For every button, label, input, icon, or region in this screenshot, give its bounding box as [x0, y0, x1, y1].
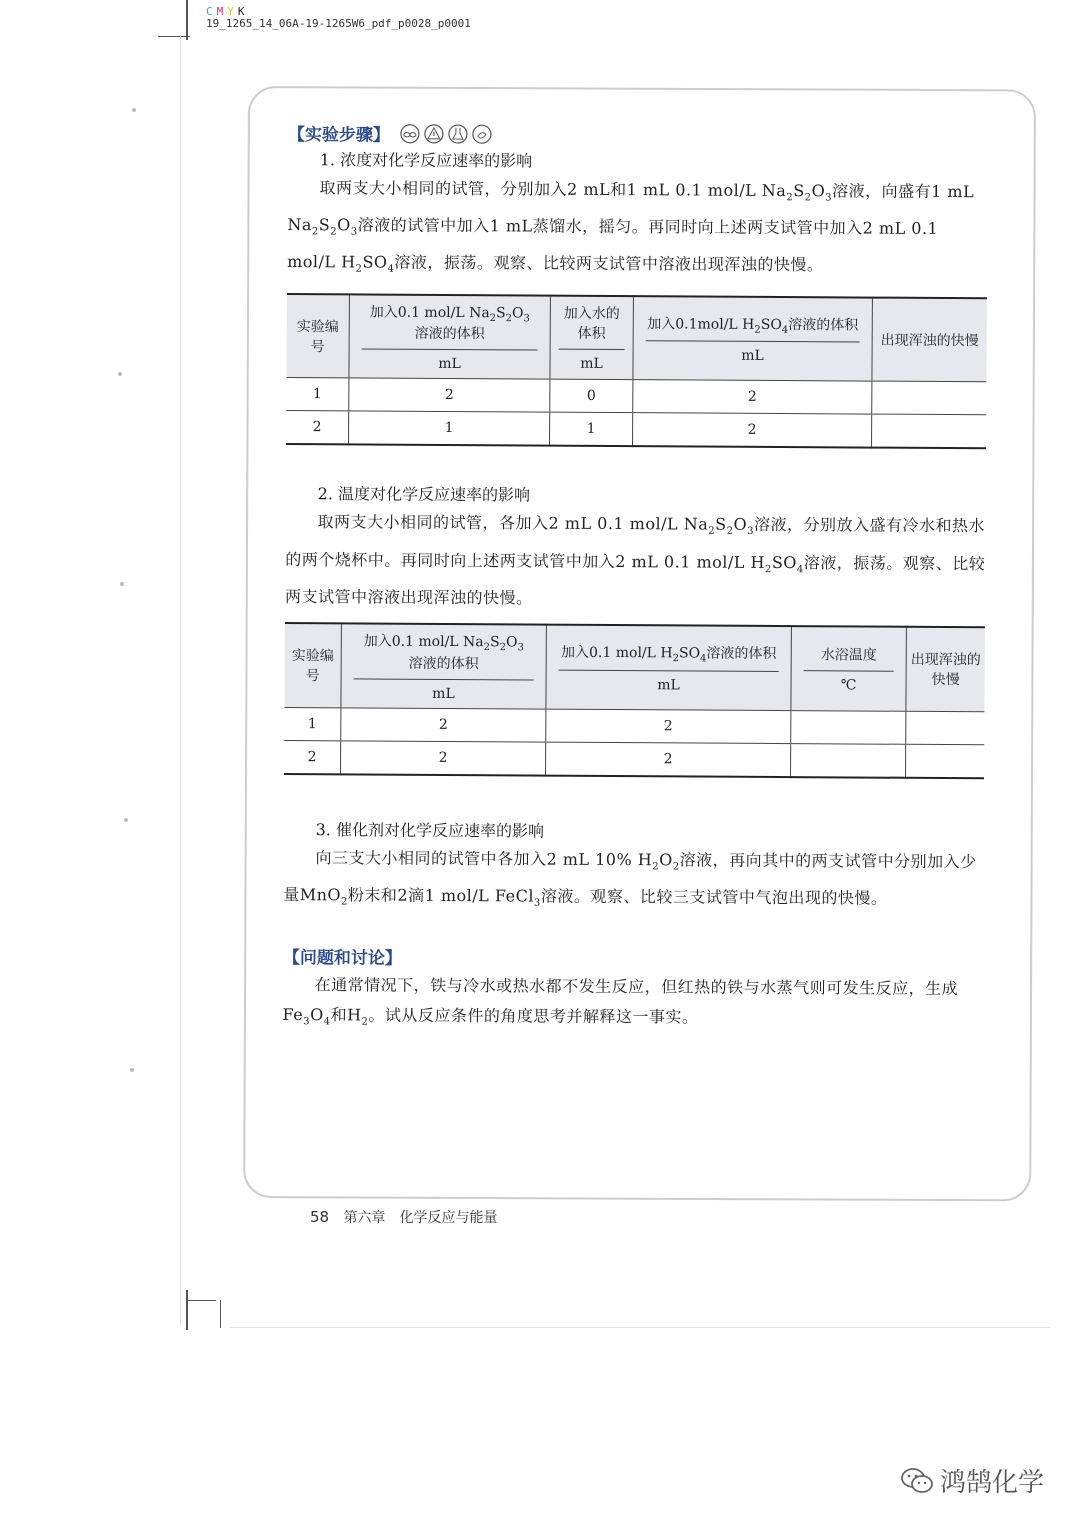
crop-mark: [158, 36, 190, 37]
col-h2so4: 加入0.1 mol/L $H_2SO_4$溶液的体积 mL: [546, 624, 792, 710]
table-row: [286, 378, 986, 415]
crop-mark: [180, 36, 181, 1326]
subscript: 4: [796, 563, 804, 575]
section2-heading: 2. 温度对化学反应速率的影响: [317, 484, 531, 505]
subscript: 2: [355, 263, 363, 276]
crop-mark: [186, 1300, 216, 1301]
section3-paragraph: 向三支大小相同的试管中各加入2 mL 10% $H_2O_2$溶液，再向其中的两支试管中分别加入少量MnO$_2$粉末和2滴1 mol/L FeCl$_3$溶液。观察、比较三支试管中气泡出现的快慢。: [283, 847, 977, 909]
cell-na: 2: [349, 378, 550, 412]
handwash-icon: [472, 124, 492, 144]
subscript: 2: [672, 652, 680, 664]
subscript: 3: [303, 1016, 311, 1028]
subscript: 2: [311, 226, 319, 238]
cell-id: 2: [284, 740, 341, 774]
cell-water: 1: [550, 412, 633, 446]
subscript: 2: [330, 226, 338, 238]
s1-text-c: 溶液的试管中加入1 mL蒸馏水，摇匀。再同时向上述两支试管中加入2 mL 0.1 mol/L H: [287, 215, 939, 272]
page-footer: [310, 1207, 498, 1227]
disc-text-a: 在通常情况下，铁与冷水或热水都不发生反应，但红热的铁与水蒸气则可发生反应，生成Fe: [282, 975, 959, 1025]
subscript: 2: [489, 312, 497, 324]
cell-turbid: [872, 381, 987, 415]
subscript: 3: [517, 641, 524, 653]
section1-heading: 1. 浓度对化学反应速率的影响: [319, 150, 533, 171]
cell-turbid: [872, 414, 987, 448]
subscript: 4: [387, 264, 395, 276]
cell-h2so4: 2: [633, 380, 872, 414]
cell-temp: [790, 743, 905, 777]
col-id: 实验编号: [284, 623, 341, 708]
cmyk-c: C: [206, 5, 213, 18]
cell-id: 1: [284, 707, 341, 740]
subscript: 2: [672, 861, 680, 873]
discussion-title-text: 【问题和讨论】: [282, 947, 402, 969]
s2-text-a: 取两支大小相同的试管，各加入2 mL 0.1 mol/L Na: [317, 512, 709, 534]
cell-temp: [791, 710, 906, 744]
cell-water: 0: [550, 379, 633, 413]
col-temp: [791, 626, 907, 711]
subscript: 2: [786, 192, 794, 204]
col-na2s2o3: 加入0.1 mol/L $Na_2S_2O_3$ 溶液的体积 mL: [349, 294, 551, 380]
goggles-icon: [400, 123, 420, 143]
crop-mark: [220, 1300, 221, 1328]
section2-paragraph: 取两支大小相同的试管，各加入2 mL 0.1 mol/L $Na_2S_2O_3$溶液，分别放入盛有冷水和热水的两个烧杯中。再同时向上述两支试管中加入2 mL 0.1 mol/L $H_2SO_4$溶液，振荡。观察、比较两支试管中溶液出现浑浊的快慢。: [285, 512, 986, 608]
warning-icon: [424, 123, 444, 143]
col-turbid: 出现浑浊的快慢: [872, 297, 987, 382]
col-na-mid: 溶液的体积: [408, 655, 479, 672]
s3-text-b: 溶液，再向其中的两支试管中分别加入少量MnO: [283, 849, 977, 905]
print-header: [206, 6, 471, 30]
col-na2s2o3: 加入0.1 mol/L $Na_2S_2O_3$ 溶液的体积 mL: [341, 623, 547, 709]
col-unit: mL: [432, 685, 455, 702]
subscript: 2: [708, 526, 716, 538]
subscript: 2: [483, 641, 491, 653]
cell-na: 1: [349, 411, 550, 446]
steps-title-text: 【实验步骤】: [287, 124, 390, 146]
col-h2so4: 加入0.1mol/L $H_2SO_4$溶液的体积 mL: [633, 296, 873, 382]
subscript: 2: [726, 526, 734, 538]
subscript: 3: [825, 192, 833, 204]
cell-h2so4: 2: [546, 709, 791, 743]
crop-mark: [186, 1290, 188, 1330]
col-temp-top: 水浴温度: [804, 644, 894, 672]
s1-text-a: 取两支大小相同的试管，分别加入2 mL和1 mL 0.1 mol/L Na: [319, 178, 787, 201]
col-unit: mL: [657, 676, 680, 693]
subscript: 3: [533, 897, 541, 909]
table-row: [284, 707, 984, 744]
cell-id: 2: [286, 411, 349, 445]
s2-text-c: 溶液，振荡。观察、比较两支试管中溶液出现浑浊的快慢。: [285, 552, 986, 608]
col-temp-unit: ℃: [840, 677, 857, 694]
col-unit: mL: [580, 356, 603, 373]
subscript: 4: [323, 1016, 331, 1028]
subscript: 2: [361, 1016, 369, 1028]
subscript: 3: [747, 526, 754, 538]
discussion-title: [283, 943, 983, 972]
crop-mark: [230, 1327, 1050, 1328]
col-na-top: 加入0.1 mol/L Na: [369, 304, 490, 321]
col-unit: mL: [741, 348, 764, 365]
cell-turbid: [905, 744, 984, 778]
flask-icon: [448, 123, 468, 143]
subscript: 4: [781, 324, 789, 336]
s1-text-b: 溶液，向盛有1 mL Na: [287, 181, 975, 235]
cmyk-y: Y: [227, 5, 234, 18]
col-na-mid: 溶液的体积: [414, 326, 485, 343]
subscript: 2: [499, 641, 507, 653]
temperature-table: [284, 622, 985, 779]
subscript: 4: [700, 653, 707, 665]
file-code: 19_1265_14_06A-19-1265W6_pdf_p0028_p0001: [206, 17, 471, 30]
col-unit: mL: [438, 356, 461, 373]
watermark: [900, 1462, 1044, 1499]
col-id: 实验编号: [286, 294, 349, 379]
table-row: [286, 411, 986, 449]
chapter-title: 第六章 化学反应与能量: [343, 1210, 498, 1226]
subscript: 2: [341, 896, 348, 908]
subscript: 2: [505, 312, 513, 324]
s2-text-b: 溶液，分别放入盛有冷水和热水的两个烧杯中。再同时向上述两支试管中加入2 mL 0.1 mol/L H: [285, 515, 986, 572]
cell-na: 2: [341, 740, 546, 775]
section3-heading: 3. 催化剂对化学反应速率的影响: [315, 819, 545, 841]
cmyk-k: K: [237, 5, 245, 18]
cell-h2so4: 2: [546, 742, 791, 777]
s3-text-a: 向三支大小相同的试管中各加入2 mL 10% H: [315, 847, 653, 869]
cell-h2so4: 2: [633, 413, 872, 448]
page-number: 58: [310, 1208, 330, 1226]
page-content: [282, 120, 988, 1041]
col-water: [550, 295, 634, 380]
table-row: [284, 740, 984, 778]
disc-text-b: 和H: [330, 1005, 362, 1025]
s3-text-d: 溶液。观察、比较三支试管中气泡出现的快慢。: [540, 886, 888, 908]
crop-mark: [186, 0, 188, 40]
subscript: 3: [350, 226, 358, 238]
disc-text-c: 。试从反应条件的角度思考并解释这一事实。: [368, 1005, 699, 1027]
subscript: 2: [804, 192, 812, 204]
s3-text-c: 粉末和2滴1 mol/L FeCl: [347, 885, 535, 906]
section1-paragraph: 取两支大小相同的试管，分别加入2 mL和1 mL 0.1 mol/L $Na_2S_2O_3$溶液，向盛有1 mL $Na_2S_2O_3$溶液的试管中加入1 mL蒸馏水，摇匀。再同时向上述两支试管中加入2 mL 0.1 mol/L $H_2SO_4$溶液，振荡。观察、比较两支试管中溶液出现浑浊的快慢。: [287, 178, 975, 276]
subscript: 2: [754, 324, 761, 336]
s1-text-d: 溶液，振荡。观察、比较两支试管中溶液出现浑浊的快慢。: [394, 253, 824, 275]
cmyk-m: M: [216, 5, 224, 18]
cell-na: 2: [341, 707, 546, 741]
col-turbid: 出现浑浊的快慢: [906, 627, 985, 712]
concentration-table: [286, 293, 987, 450]
col-water-top: 加入水的体积: [559, 303, 625, 350]
safety-icons: [400, 123, 492, 144]
col-h2so4-top: 加入0.1 mol/L H: [561, 644, 673, 662]
subscript: 2: [652, 860, 660, 872]
col-na-top: 加入0.1 mol/L Na: [363, 633, 484, 650]
col-h2so4-mid: 溶液的体积: [788, 316, 859, 334]
col-h2so4-mid: 溶液的体积: [706, 645, 777, 662]
col-h2so4-top: 加入0.1mol/L H: [647, 315, 755, 333]
subscript: 3: [523, 312, 530, 324]
cell-turbid: [906, 711, 985, 744]
cell-id: 1: [286, 378, 349, 411]
discussion-paragraph: 在通常情况下，铁与冷水或热水都不发生反应，但红热的铁与水蒸气则可发生反应，生成$Fe_3O_4$和$H_2$。试从反应条件的角度思考并解释这一事实。: [282, 975, 959, 1028]
wechat-icon: [900, 1466, 934, 1496]
subscript: 2: [764, 563, 772, 575]
watermark-text: 鸿鹄化学: [940, 1468, 1045, 1498]
steps-title: [288, 120, 988, 149]
